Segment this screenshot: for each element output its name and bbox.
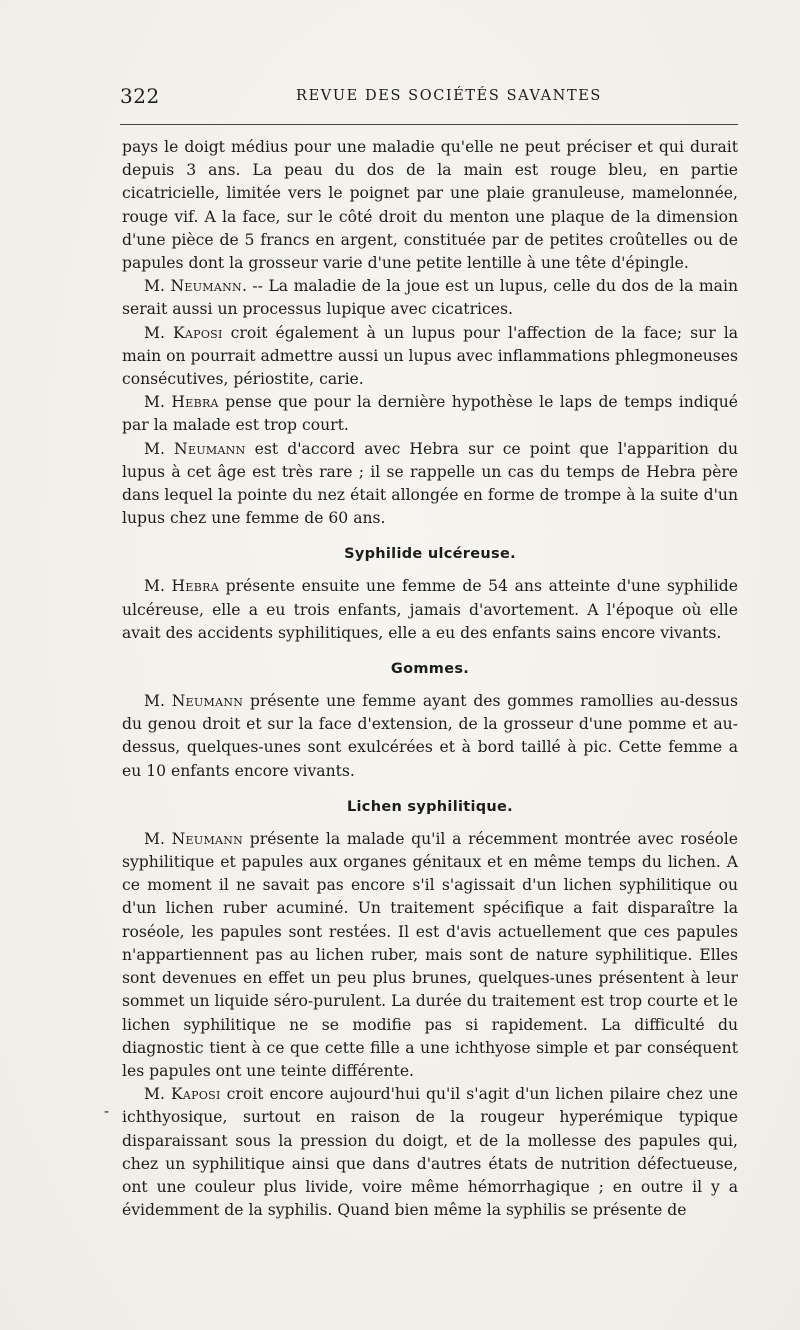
page-number: 322 — [120, 84, 160, 108]
margin-mark: - — [104, 1102, 110, 1120]
paragraph: M. Hebra présente ensuite une femme de 54 ans atteinte d'une syphilide ulcéreuse, elle a eu trois enfants, jamais d'avortement. A l'époque où elle avait des accidents syphilitiques, elle a eu des enfants sains encore vivants. — [122, 577, 738, 642]
speaker-name: Kaposi — [172, 323, 223, 342]
header-rule — [120, 124, 738, 125]
speaker-name: Hebra — [171, 577, 219, 596]
section-heading: Syphilide ulcéreuse. — [344, 546, 516, 563]
running-title: REVUE DES SOCIÉTÉS SAVANTES — [296, 88, 602, 104]
speaker-name: Neumann — [174, 439, 246, 458]
speaker-name: Neumann — [171, 829, 244, 848]
speaker-name: Hebra — [171, 393, 219, 412]
speaker-name: Kaposi — [170, 1085, 221, 1104]
article-body — [122, 136, 738, 1222]
paragraph: M. Neumann présente la malade qu'il a récemment montrée avec roséole syphilitique et papules aux organes génitaux et en même temps du lichen. A ce moment il ne savait pas encore s'il s'agissait d'un lichen syphilitique ou d'un lichen ruber acuminé. Un traitement spécifique a fait disparaître la roséole, les papules sont restées. Il est d'avis actuellement que ces papules n'appartiennent pas au lichen ruber, mais sont de nature syphilitique. Elles sont devenues en effet un peu plus brunes, quelques-unes présentent à leur sommet un liquide séro-purulent. La durée du traitement est trop courte et le lichen syphilitique ne se modifie pas si rapidement. La difficulté du diagnostic tient à ce que cette fille a une ichthyose simple et par conséquent les papules ont une teinte différente. — [122, 829, 738, 1080]
paragraph: M. Kaposi croit également à un lupus pour l'affection de la face; sur la main on pourrait admettre aussi un lupus avec inflammations phlegmoneuses consécutives, périostite, carie. — [122, 323, 738, 389]
running-header — [120, 84, 738, 108]
paragraph: M. Kaposi croit encore aujourd'hui qu'il s'agit d'un lichen pilaire chez une ichthyosique, surtout en raison de la rougeur hyperémique typique disparaissant sous la pression du doigt, et de la mollesse des papules qui, chez un syphilitique ainsi que dans d'autres états de nutrition défectueuse, ont une couleur plus livide, voire même hémorrhagique ; en outre il y a évidemment de la syphilis. Quand bien même la syphilis se présente de — [122, 1085, 738, 1220]
speaker-name: Neumann — [170, 277, 242, 296]
paragraph: M. Neumann. -- La maladie de la joue est un lupus, celle du dos de la main serait aussi un processus lupique avec cicatrices. — [122, 277, 738, 319]
section-heading: Lichen syphilitique. — [347, 798, 513, 815]
paragraph: M. Hebra pense que pour la dernière hypothèse le laps de temps indiqué par la malade est trop court. — [122, 393, 738, 435]
speaker-name: Neumann — [171, 692, 244, 711]
paragraph: M. Neumann est d'accord avec Hebra sur ce point que l'apparition du lupus à cet âge est très rare ; il se rappelle un cas du temps de Hebra père dans lequel la pointe du nez était allongée en forme de trompe à la suite d'un lupus chez une femme de 60 ans. — [122, 439, 738, 528]
paragraph: M. Neumann présente une femme ayant des gommes ramollies au-dessus du genou droit et sur la face d'extension, de la grosseur d'une pomme et au-dessus, quelques-unes sont exulcérées et à bord taillé à pic. Cette femme a eu 10 enfants encore vivants. — [122, 692, 738, 780]
paragraph: pays le doigt médius pour une maladie qu'elle ne peut préciser et qui durait depuis 3 ans. La peau du dos de la main est rouge bleu, en partie cicatricielle, limitée vers le poignet par une plaie granuleuse, mamelonnée, rouge vif. A la face, sur le côté droit du menton une plaque de la dimension d'une pièce de 5 francs en argent, constituée par de petites croûtelles ou de papules dont la grosseur varie d'une petite lentille à une tête d'épingle. — [122, 138, 738, 273]
section-heading: Gommes. — [390, 661, 470, 678]
